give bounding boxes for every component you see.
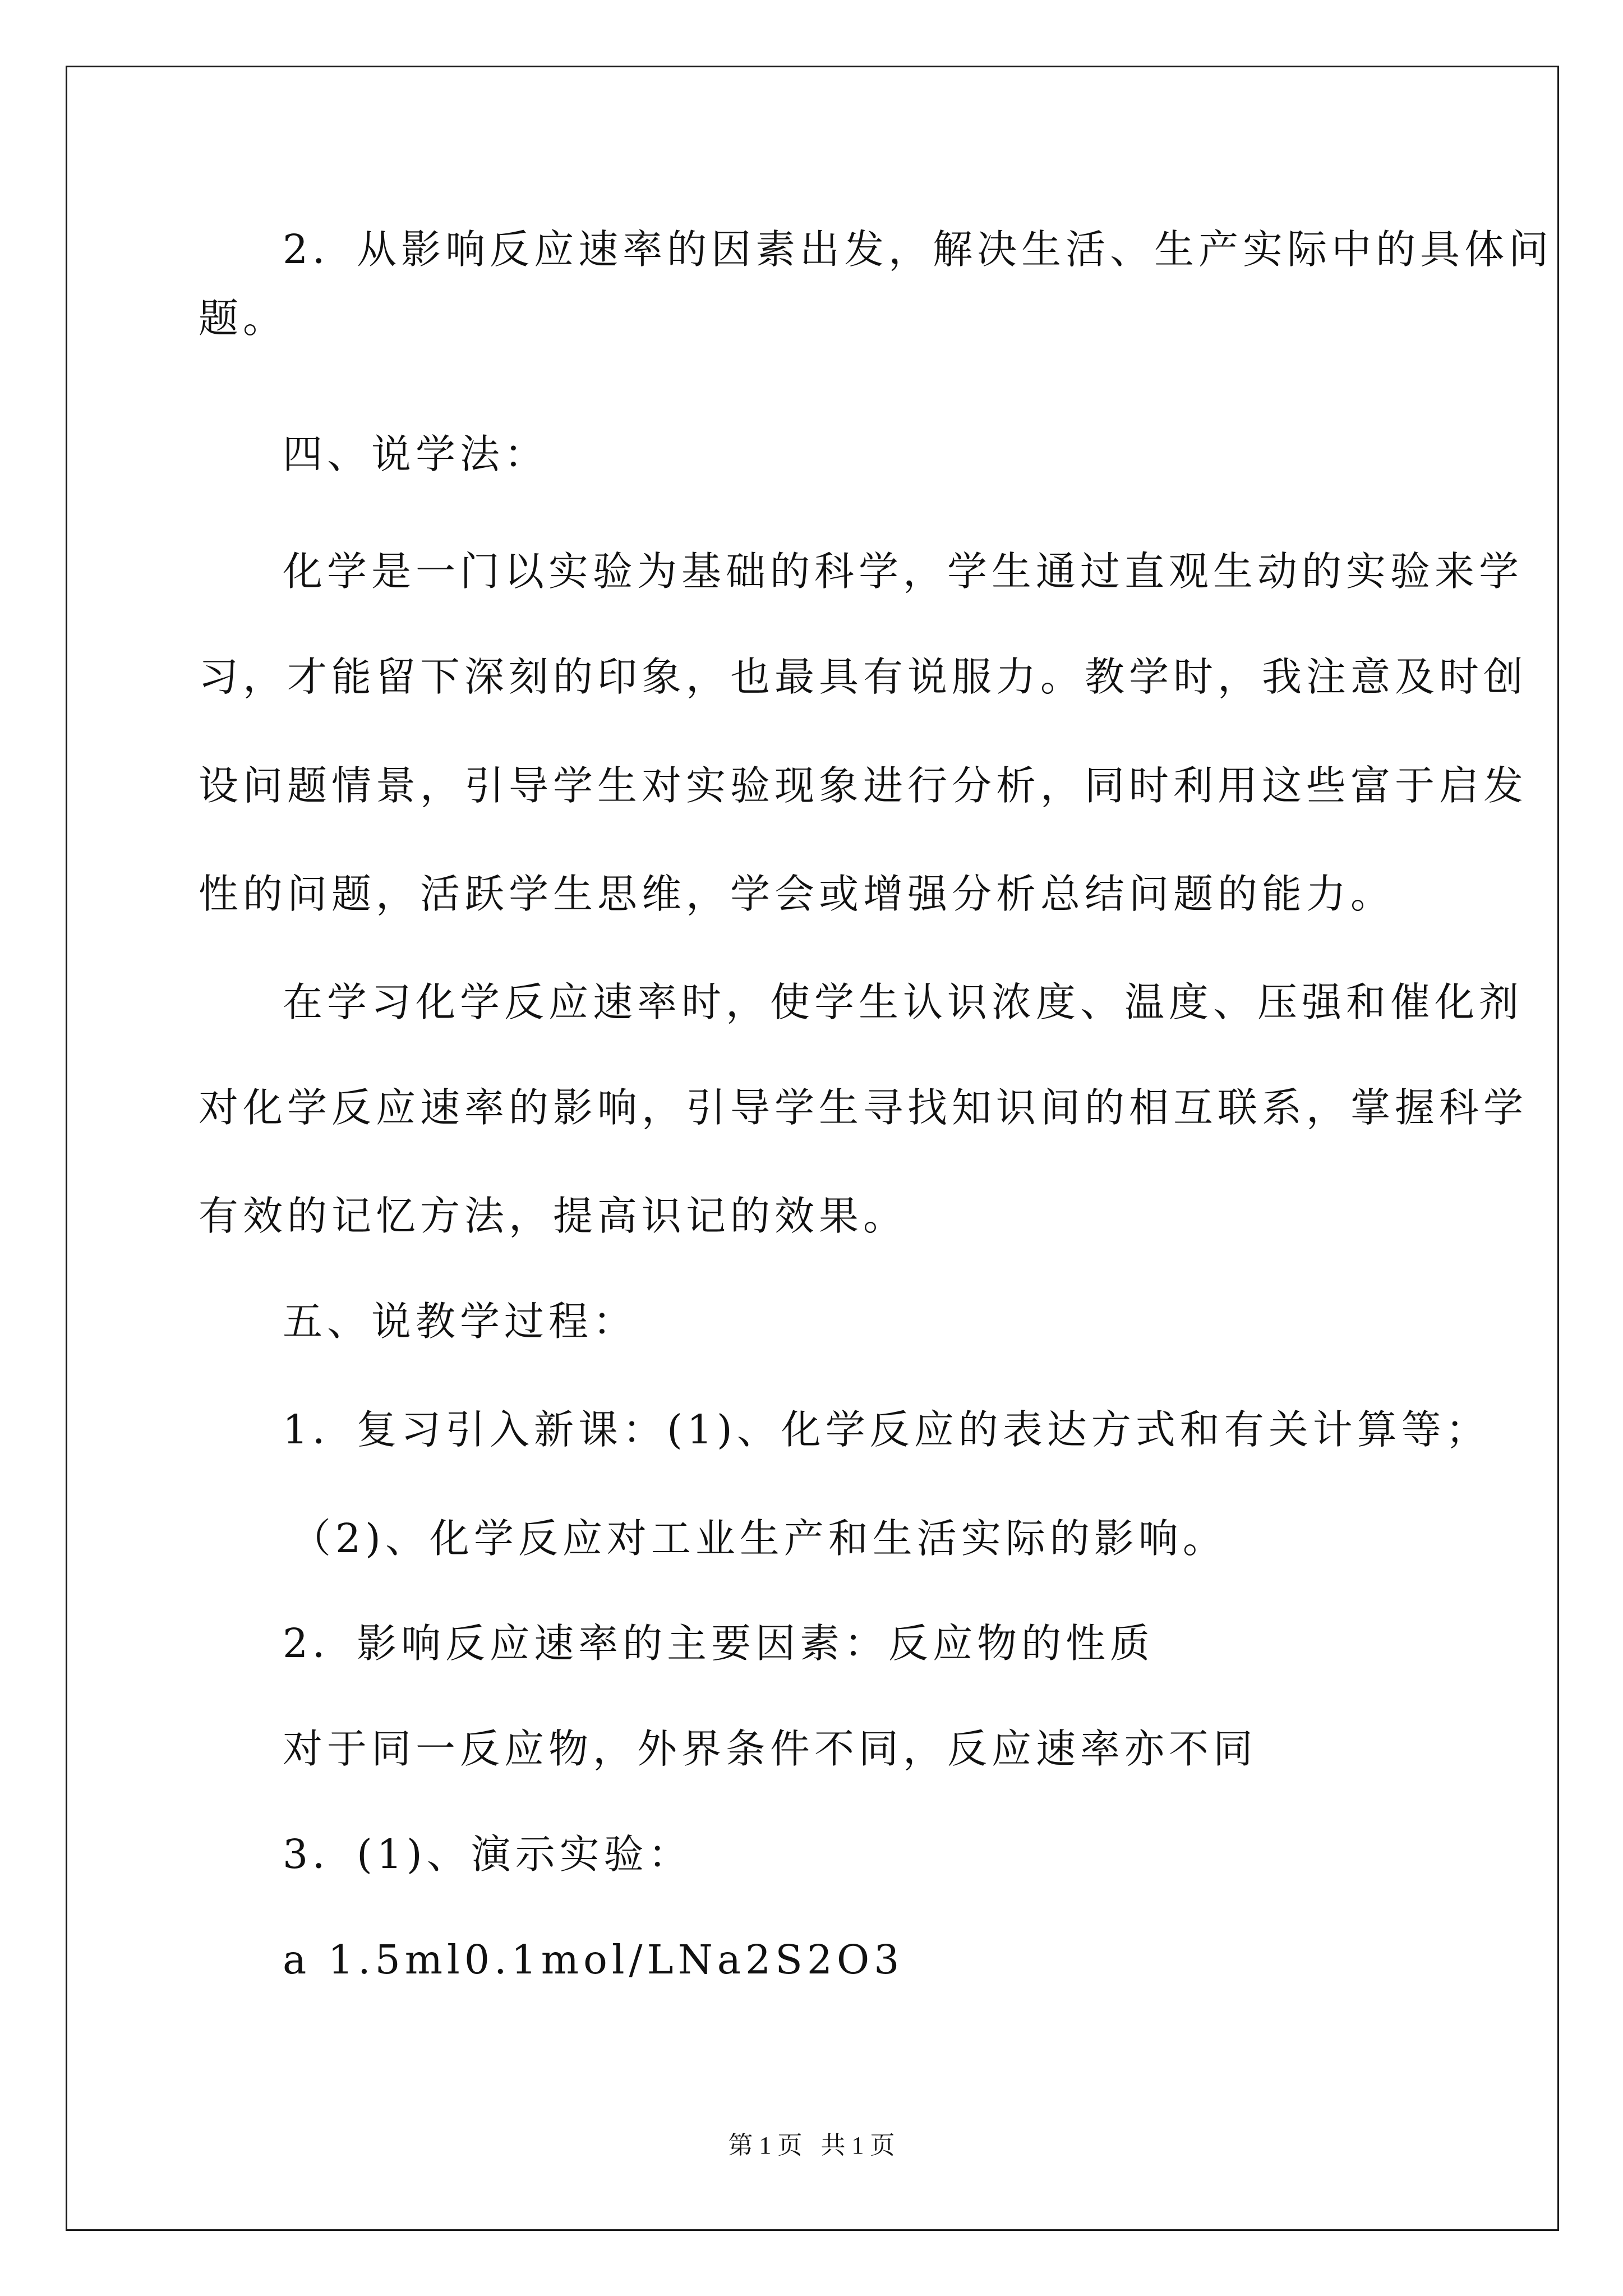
page-number-footer: 第 1 页 共 1 页: [728, 2132, 895, 2159]
paragraph-line: （2)、化学反应对工业生产和生活实际的影响。: [291, 1515, 1227, 1562]
paragraph-line: 1．复习引入新课：(1)、化学反应的表达方式和有关计算等；: [283, 1406, 1490, 1453]
paragraph-line: 性的问题，活跃学生思维，学会或增强分析总结问题的能力。: [199, 871, 1395, 917]
page-border: [66, 66, 1559, 2231]
paragraph-line: 2．影响反应速率的主要因素：反应物的性质: [283, 1620, 1155, 1667]
paragraph-line: 题。: [199, 295, 288, 342]
section-heading: 四、说学法：: [283, 431, 549, 477]
paragraph-line: 化学是一门以实验为基础的科学，学生通过直观生动的实验来学: [283, 548, 1524, 595]
paragraph-line: 习，才能留下深刻的印象，也最具有说服力。教学时，我注意及时创: [199, 654, 1528, 700]
paragraph-line: 设问题情景，引导学生对实验现象进行分析，同时利用这些富于启发: [199, 762, 1528, 809]
paragraph-line: 对于同一反应物，外界条件不同，反应速率亦不同: [283, 1726, 1258, 1772]
paragraph-line: 2．从影响反应速率的因素出发，解决生活、生产实际中的具体问: [283, 226, 1553, 273]
paragraph-line: 对化学反应速率的影响，引导学生寻找知识间的相互联系，掌握科学: [199, 1084, 1528, 1131]
paragraph-line: 3．(1)、演示实验：: [283, 1831, 693, 1878]
paragraph-line: 在学习化学反应速率时，使学生认识浓度、温度、压强和催化剂: [283, 979, 1524, 1025]
section-heading: 五、说教学过程：: [283, 1298, 638, 1345]
paragraph-line: a 1.5ml0.1mol/LNa2S2O3: [283, 1936, 904, 1983]
paragraph-line: 有效的记忆方法，提高识记的效果。: [199, 1193, 908, 1239]
